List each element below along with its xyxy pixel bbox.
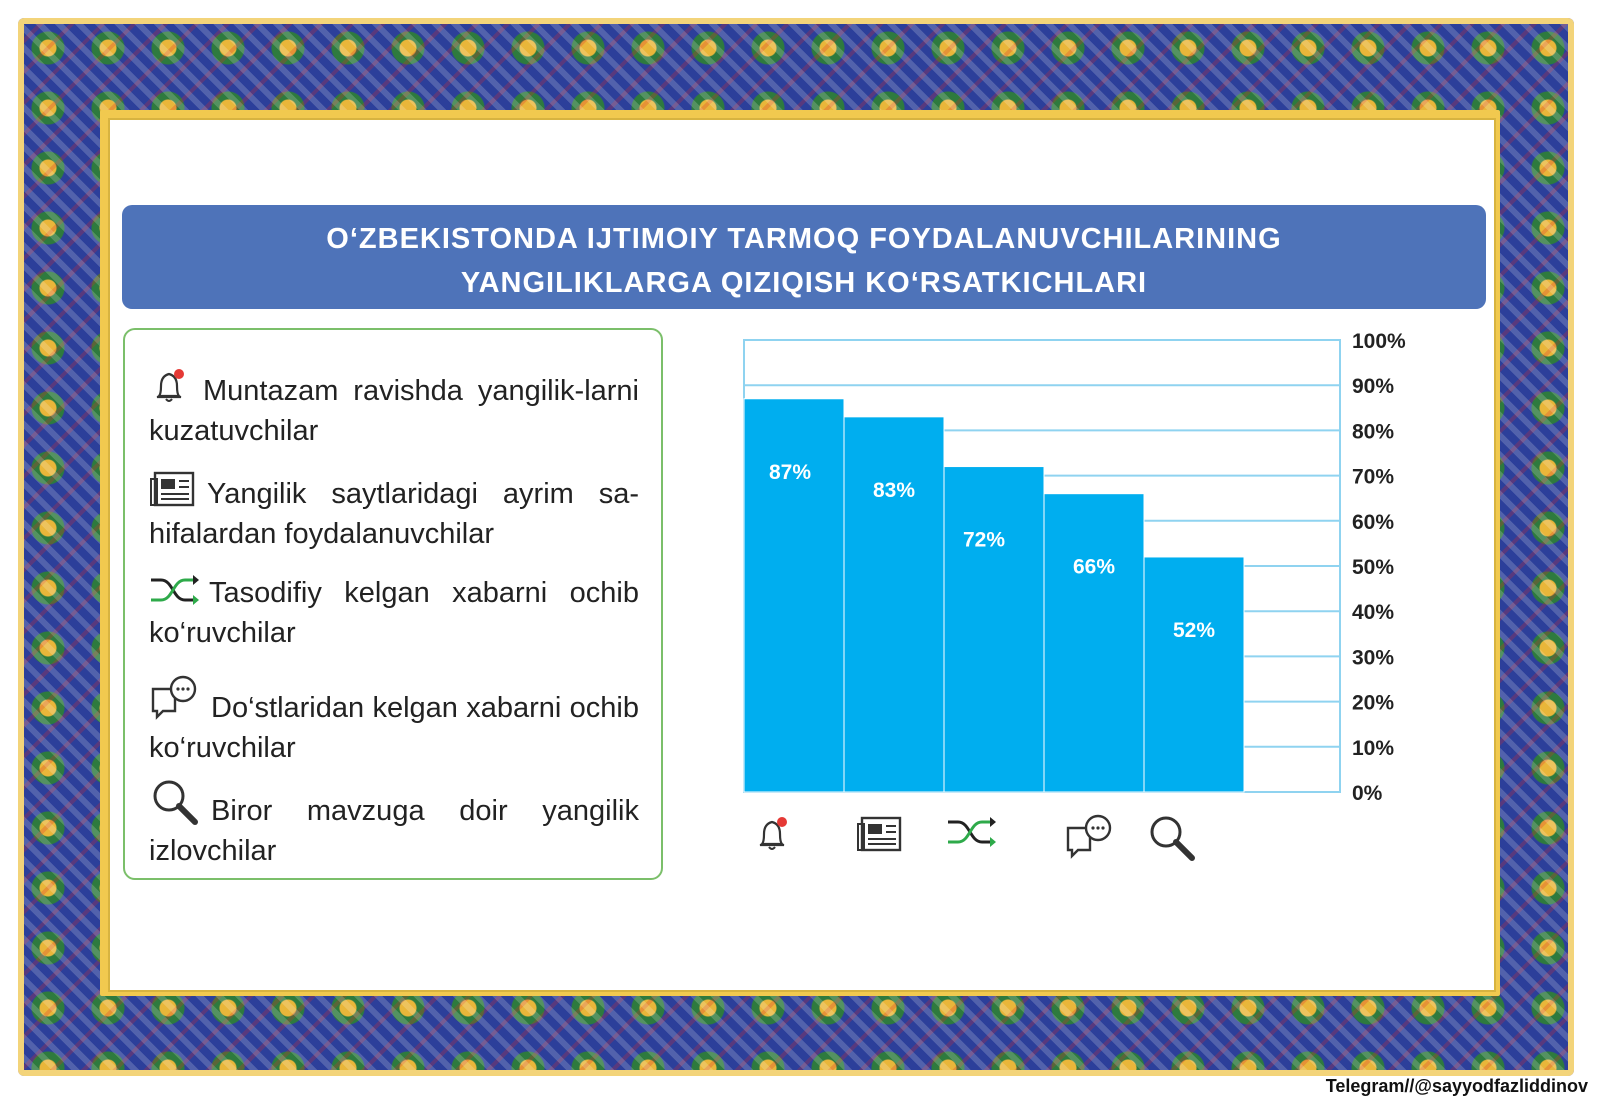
- bell-icon: [760, 817, 787, 849]
- title-banner: [122, 205, 1486, 309]
- data-label: 83%: [872, 478, 916, 502]
- legend-item: [149, 366, 639, 448]
- title-line-2: YANGILIKLARGA QIZIQISH KO‘RSATKICHLARI: [460, 267, 1148, 299]
- y-tick-label: 30%: [1352, 646, 1395, 670]
- y-tick-label: 100%: [1352, 330, 1406, 353]
- search-icon: [1152, 818, 1192, 858]
- bar: [1144, 557, 1244, 792]
- legend-item-text: Yangilik saytlaridagi ayrim sa-hifalardan foydalanuvchilar: [149, 478, 639, 550]
- legend-item: [149, 675, 639, 765]
- data-label: 72%: [962, 528, 1006, 552]
- legend-item: [149, 469, 639, 551]
- bell-icon: [149, 366, 193, 414]
- y-tick-label: 0%: [1352, 782, 1383, 805]
- legend-item-text: Do‘stlaridan kelgan xabarni ochib ko‘ruvchilar: [149, 692, 639, 764]
- legend-item-text: Tasodifiy kelgan xabarni ochib ko‘ruvchilar: [149, 577, 639, 649]
- y-tick-label: 70%: [1352, 465, 1395, 489]
- chart-svg: [700, 330, 1480, 890]
- bar: [1044, 494, 1144, 792]
- y-tick-label: 20%: [1352, 691, 1395, 715]
- bar-chart: [700, 330, 1480, 890]
- y-tick-label: 40%: [1352, 601, 1395, 625]
- data-label: 52%: [1172, 618, 1216, 642]
- data-label: 87%: [768, 460, 812, 484]
- shuffle-icon: [948, 817, 996, 847]
- data-label: 66%: [1072, 555, 1116, 579]
- bar: [944, 467, 1044, 792]
- search-icon: [149, 778, 201, 834]
- legend-item-text: Muntazam ravishda yangilik-larni kuzatuvchilar: [149, 375, 639, 447]
- bar: [744, 399, 844, 792]
- chat-icon: [149, 675, 201, 731]
- bar: [844, 417, 944, 792]
- y-tick-label: 90%: [1352, 375, 1395, 399]
- y-tick-label: 80%: [1352, 420, 1395, 444]
- legend-box: [123, 328, 663, 880]
- y-tick-label: 50%: [1352, 556, 1395, 579]
- credit-text: Telegram//@sayyodfazliddinov: [1325, 1076, 1588, 1096]
- chat-icon: [1068, 816, 1110, 856]
- newspaper-icon: [858, 818, 900, 850]
- legend-item: [149, 572, 639, 650]
- title-line-1: O‘ZBEKISTONDA IJTIMOIY TARMOQ FOYDALANUVCHILARINING: [326, 223, 1282, 255]
- y-tick-label: 60%: [1352, 510, 1395, 534]
- y-tick-label: 10%: [1352, 736, 1395, 760]
- legend-item-text: Biror mavzuga doir yangilik izlovchilar: [149, 795, 639, 867]
- newspaper-icon: [149, 469, 197, 517]
- legend-item: [149, 778, 639, 868]
- shuffle-icon: [149, 572, 199, 616]
